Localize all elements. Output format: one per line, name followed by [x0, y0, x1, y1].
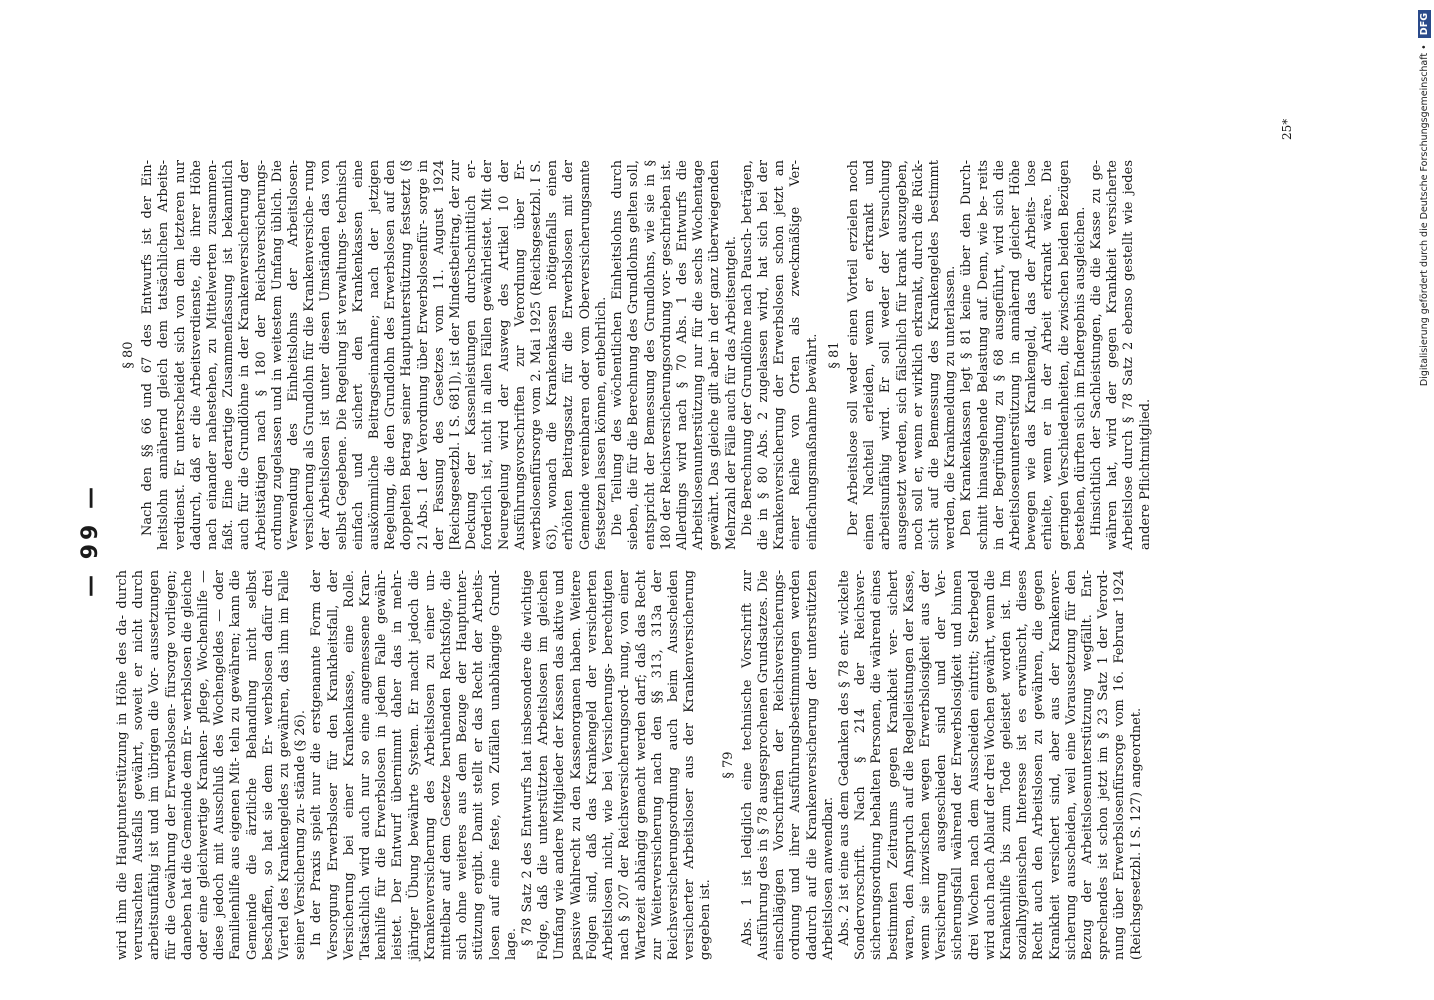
- paragraph: § 78 Satz 2 des Entwurfs hat insbesondere die wichtige Folge, daß die unterstützten Arbeitslosen im gleichen Umfang wie andere Mitglieder der Kassen das aktive und passive Wahlrecht zu den Kassenorganen haben. Weitere Folgen sind, daß das Krankengeld der versicherten Arbeitslosen nicht, wie bei Versicherungs- berechtigten nach § 207 der Reichsversicherungsord- nung, von einer Wartezeit abhängig gemacht werden darf; daß das Recht zur Weiterversicherung nach den §§ 313, 313a der Reichsversicherungsordnung auch beim Ausscheiden versicherter Arbeitsloser aus der Krankenversicherung gegeben ist.: [520, 570, 714, 960]
- left-column: [115, 570, 1145, 960]
- page-signature-mark: 25*: [1280, 118, 1294, 140]
- digitization-credit: [1410, 0, 1434, 1000]
- section-heading-81: § 81: [826, 341, 842, 369]
- section-heading-79: § 79: [720, 751, 736, 779]
- dfg-logo: DFG: [1418, 10, 1431, 38]
- page-number-header: — 99 —: [78, 483, 103, 597]
- paragraph: In der Praxis spielt nur die erstgenannte Form der Versorgung Erwerbsloser für den Krankheitsfall, der Versicherung bei einer Krankenkasse, eine Rolle. Tatsächlich wird auch nur so eine angemessene Kran- kenhilfe für die Erwerbslosen in jedem Falle gewähr- leistet. Der Entwurf übernimmt daher das in mehr- jähriger Übung bewährte System. Er macht jedoch die Krankenversicherung des Arbeitslosen zu einer un- mittelbar auf dem Gesetze beruhenden Rechtsfolge, die sich ohne weiteres aus dem Bezuge der Hauptunter- stützung ergibt. Damit stellt er das Recht der Arbeits- losen auf eine feste, von Zufällen unabhängige Grund- lage.: [309, 570, 519, 960]
- paragraph: Abs. 2 ist eine aus dem Gedanken des § 78 ent- wickelte Sondervorschrift. Nach § 214 der Reichsver- sicherungsordnung behalten Personen, die während eines bestimmten Zeitraums gegen Krankheit ver- sichert waren, den Anspruch auf die Regelleistungen der Kasse, wenn sie inzwischen wegen Erwerbslosigkeit aus der Versicherung ausgeschieden sind und der Ver- sicherungsfall während der Erwerbslosigkeit und binnen drei Wochen nach dem Ausscheiden eintritt; Sterbegeld wird auch nach Ablauf der drei Wochen gewährt, wenn die Krankenhilfe bis zum Tode geleistet worden ist. Im sozialhygienischen Interesse ist es erwünscht, dieses Recht auch den Arbeitslosen zu gewähren, die gegen Krankheit versichert sind, aber aus der Krankenver- sicherung ausscheiden, weil eine Voraussetzung für den Bezug der Arbeitslosenunterstützung wegfällt. Ent- sprechendes ist schon jetzt im § 23 Satz 1 der Verord- nung über Erwerbslosenfürsorge vom 16. Februar 1924 (Reichsgesetzbl. I S. 127) angeordnet.: [836, 570, 1144, 960]
- paragraph: Den Krankenkassen legt § 81 keine über den Durch- schnitt hinausgehende Belastung auf. Denn, wie be- reits in der Begründung zu § 68 ausgeführt, wird sich die Arbeitslosenunterstützung in annähernd gleicher Höhe bewegen wie das Krankengeld, das der Arbeits- lose erhielte, wenn er in der Arbeit erkrankt wäre. Die geringen Verschiedenheiten, die zwischen beiden Bezügen bestehen, dürften sich im Endergebnis ausgleichen.: [959, 160, 1088, 550]
- section-heading-80: § 80: [121, 341, 136, 369]
- digitization-sidebar: [1404, 0, 1434, 1000]
- paragraph: Der Arbeitslose soll weder einen Vorteil erzielen noch einen Nachteil erleiden, wenn er erkrankt und arbeitsunfähig wird. Er soll weder der Versuchung ausgesetzt werden, sich fälschlich für krank auszugeben, noch soll er, wenn er wirklich erkrankt, durch die Rück- sicht auf die Bemessung des Krankengeldes bestimmt werden, die Krankmeldung zu unterlassen.: [845, 160, 959, 550]
- paragraph: Die Berechnung der Grundlöhne nach Pausch- beträgen, die in § 80 Abs. 2 zugelassen wird, hat sich bei der Krankenversicherung der Erwerbslosen schon jetzt an einer Reihe von Orten als zweckmäßige Ver- einfachungsmaßnahme bewährt.: [739, 160, 820, 550]
- paragraph: Hinsichtlich der Sachleistungen, die die Kasse zu ge- währen hat, wird der gegen Krankheit versicherte Arbeitslose durch § 78 Satz 2 ebenso gestellt wie jedes andere Pflichtmitglied.: [1088, 160, 1153, 550]
- right-column: [115, 160, 1154, 550]
- paragraph: Abs. 1 ist lediglich eine technische Vorschrift zur Ausführung des in § 78 ausgesprochenen Grundsatzes. Die einschlägigen Vorschriften der Reichsversicherungs- ordnung und ihrer Ausführungsbestimmungen werden dadurch auf die Krankenversicherung der unterstützten Arbeitslosen anwendbar.: [739, 570, 836, 960]
- paragraph: wird ihm die Hauptunterstützung in Höhe des da- durch verursachten Ausfalls gewährt, soweit er nicht durch arbeitsunfähig ist und im übrigen die Vor- aussetzungen für die Gewährung der Erwerbslosen- fürsorge vorliegen; daneben hat die Gemeinde dem Er- werbslosen die gleiche oder eine gleichwertige Kranken- pflege, Wochenhilfe — diese jedoch mit Ausschluß des Wochengeldes — oder Familienhilfe aus eigenen Mit- teln zu gewähren; kann die Gemeinde die ärztliche Behandlung nicht selbst beschaffen, so hat sie dem Er- werbslosen dafür drei Viertel des Krankengeldes zu gewähren, das ihm im Falle seiner Versicherung zu- stände (§ 26).: [115, 570, 309, 960]
- digitization-credit-text: Digitalisierung gefördert durch die Deutsche Forschungsgemeinschaft •: [1419, 44, 1430, 387]
- paragraph: Die Teilung des wöchentlichen Einheitslohns durch sieben, die für die Berechnung des Grundlohns gelten soll, entspricht der Bemessung des Grundlohns, wie sie in § 180 der Reichsversicherungsordnung vor- geschrieben ist. Allerdings wird nach § 70 Abs. 1 des Entwurfs die Arbeitslosenunterstützung nur für die sechs Wochentage gewährt. Das gleiche gilt aber in der ganz überwiegenden Mehrzahl der Fälle auch für das Arbeitsentgelt.: [610, 160, 739, 550]
- paragraph: Nach den §§ 66 und 67 des Entwurfs ist der Ein- heitslohn annähernd gleich dem tatsächlichen Arbeits- verdienst. Er unterscheidet sich von dem letzteren nur dadurch, daß er die Arbeitsverdienste, die ihrer Höhe nach einander nahestehen, zu Mittelwerten zusammen- faßt. Eine derartige Zusammenfassung ist bekanntlich auch für die Grundlöhne in der Krankenversicherung der Arbeitstätigen nach § 180 der Reichsversicherungs- ordnung zugelassen und in weitestem Umfang üblich. Die Verwendung des Einheitslohns der Arbeitslosen- versicherung als Grundlohn für die Krankenversiche- rung der Arbeitslosen ist unter diesen Umständen das von selbst Gegebene. Die Regelung ist verwaltungs- technisch einfach und sichert den Krankenkassen eine auskömmliche Beitragseinnahme; nach der jetzigen Regelung, die den Grundlohn des Erwerbslosen auf den doppelten Betrag seiner Hauptunterstützung festsetzt (§ 21 Abs. 1 der Verordnung über Erwerbslosenfür- sorge in der Fassung des Gesetzes vom 11. August 1924 [Reichsgesetzbl. I S. 681]), ist der Mindestbeitrag, der zur Deckung der Kassenleistungen durchschnittlich er- forderlich ist, nicht in allen Fällen gewährleistet. Mit der Neuregelung wird der Ausweg des Artikel 10 der Ausführungsvorschriften zur Verordnung über Er- werbslosenfürsorge vom 2. Mai 1925 (Reichsgesetzbl. I S. 63), wonach die Krankenkassen nötigenfalls einen erhöhten Beitragssatz für die Erwerbslosen mit der Gemeinde vereinbaren oder vom Oberversicherungsamte festsetzen lassen können, entbehrlich.: [140, 160, 609, 550]
